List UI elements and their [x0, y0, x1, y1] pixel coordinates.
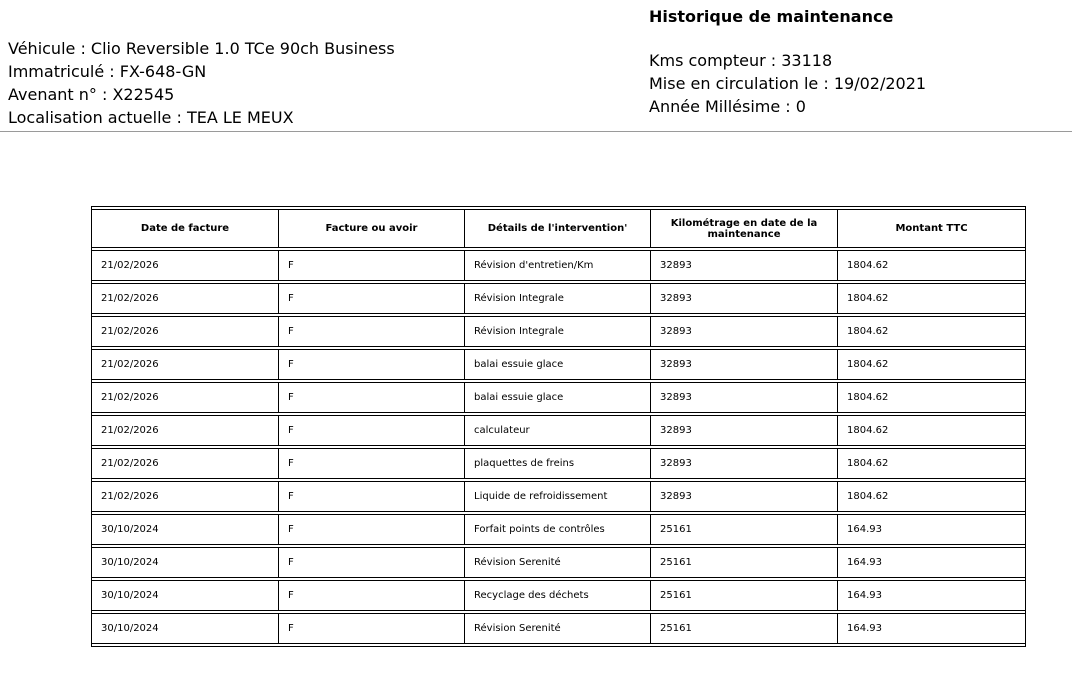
maintenance-table-container: [91, 206, 1026, 647]
cell-invoice-date: 30/10/2024: [92, 580, 279, 611]
cell-amount: 164.93: [838, 613, 1025, 644]
cell-mileage: 32893: [651, 481, 838, 512]
vehicle-info: [8, 37, 395, 129]
cell-intervention-details: Liquide de refroidissement: [465, 481, 651, 512]
cell-invoice-type: F: [279, 481, 465, 512]
cell-amount: 164.93: [838, 514, 1025, 545]
cell-intervention-details: Forfait points de contrôles: [465, 514, 651, 545]
cell-intervention-details: Révision d'entretien/Km: [465, 250, 651, 281]
column-header-intervention-details: Détails de l'intervention': [465, 209, 651, 248]
cell-invoice-type: F: [279, 349, 465, 380]
cell-invoice-date: 30/10/2024: [92, 547, 279, 578]
cell-mileage: 32893: [651, 283, 838, 314]
cell-mileage: 25161: [651, 613, 838, 644]
cell-amount: 1804.62: [838, 481, 1025, 512]
table-row: [92, 514, 1025, 545]
cell-invoice-type: F: [279, 250, 465, 281]
cell-amount: 164.93: [838, 580, 1025, 611]
vehicle-registration: Immatriculé : FX-648-GN: [8, 62, 207, 81]
cell-invoice-type: F: [279, 613, 465, 644]
cell-mileage: 32893: [651, 349, 838, 380]
cell-invoice-type: F: [279, 448, 465, 479]
maintenance-table: [91, 206, 1026, 647]
table-row: [92, 316, 1025, 347]
cell-invoice-type: F: [279, 580, 465, 611]
cell-intervention-details: calculateur: [465, 415, 651, 446]
cell-mileage: 25161: [651, 547, 838, 578]
table-row: [92, 613, 1025, 644]
column-header-mileage: Kilométrage en date de la maintenance: [651, 209, 838, 248]
cell-intervention-details: Révision Integrale: [465, 283, 651, 314]
cell-mileage: 25161: [651, 514, 838, 545]
page-title: Historique de maintenance: [649, 7, 894, 26]
cell-amount: 1804.62: [838, 250, 1025, 281]
cell-invoice-date: 21/02/2026: [92, 415, 279, 446]
cell-invoice-date: 21/02/2026: [92, 316, 279, 347]
cell-mileage: 25161: [651, 580, 838, 611]
cell-invoice-type: F: [279, 382, 465, 413]
cell-mileage: 32893: [651, 316, 838, 347]
table-row: [92, 415, 1025, 446]
cell-invoice-date: 21/02/2026: [92, 349, 279, 380]
column-header-invoice-date: Date de facture: [92, 209, 279, 248]
cell-mileage: 32893: [651, 250, 838, 281]
cell-mileage: 32893: [651, 448, 838, 479]
vehicle-location: Localisation actuelle : TEA LE MEUX: [8, 108, 294, 127]
cell-invoice-date: 30/10/2024: [92, 613, 279, 644]
table-row: [92, 382, 1025, 413]
vehicle-model: Véhicule : Clio Reversible 1.0 TCe 90ch Business: [8, 39, 395, 58]
cell-invoice-date: 21/02/2026: [92, 283, 279, 314]
cell-mileage: 32893: [651, 415, 838, 446]
cell-amount: 1804.62: [838, 415, 1025, 446]
cell-intervention-details: Révision Serenité: [465, 613, 651, 644]
cell-amount: 1804.62: [838, 283, 1025, 314]
vehicle-counters: [649, 49, 926, 118]
table-row: [92, 580, 1025, 611]
table-row: [92, 481, 1025, 512]
cell-invoice-type: F: [279, 547, 465, 578]
cell-intervention-details: plaquettes de freins: [465, 448, 651, 479]
cell-mileage: 32893: [651, 382, 838, 413]
cell-amount: 1804.62: [838, 349, 1025, 380]
cell-invoice-type: F: [279, 283, 465, 314]
cell-invoice-date: 21/02/2026: [92, 250, 279, 281]
cell-amount: 1804.62: [838, 382, 1025, 413]
column-header-amount: Montant TTC: [838, 209, 1025, 248]
cell-amount: 164.93: [838, 547, 1025, 578]
registration-date: Mise en circulation le : 19/02/2021: [649, 74, 927, 93]
cell-invoice-date: 21/02/2026: [92, 448, 279, 479]
table-row: [92, 547, 1025, 578]
cell-intervention-details: balai essuie glace: [465, 382, 651, 413]
cell-invoice-date: 30/10/2024: [92, 514, 279, 545]
header-divider: [0, 131, 1072, 132]
table-row: [92, 250, 1025, 281]
cell-invoice-type: F: [279, 514, 465, 545]
table-header-row: [92, 209, 1025, 248]
table-row: [92, 448, 1025, 479]
cell-intervention-details: balai essuie glace: [465, 349, 651, 380]
cell-intervention-details: Recyclage des déchets: [465, 580, 651, 611]
cell-invoice-type: F: [279, 415, 465, 446]
model-year: Année Millésime : 0: [649, 97, 806, 116]
table-row: [92, 283, 1025, 314]
mileage-counter: Kms compteur : 33118: [649, 51, 833, 70]
cell-intervention-details: Révision Serenité: [465, 547, 651, 578]
vehicle-amendment: Avenant n° : X22545: [8, 85, 175, 104]
cell-amount: 1804.62: [838, 316, 1025, 347]
cell-invoice-date: 21/02/2026: [92, 382, 279, 413]
cell-invoice-type: F: [279, 316, 465, 347]
cell-invoice-date: 21/02/2026: [92, 481, 279, 512]
table-row: [92, 349, 1025, 380]
cell-amount: 1804.62: [838, 448, 1025, 479]
column-header-invoice-type: Facture ou avoir: [279, 209, 465, 248]
cell-intervention-details: Révision Integrale: [465, 316, 651, 347]
